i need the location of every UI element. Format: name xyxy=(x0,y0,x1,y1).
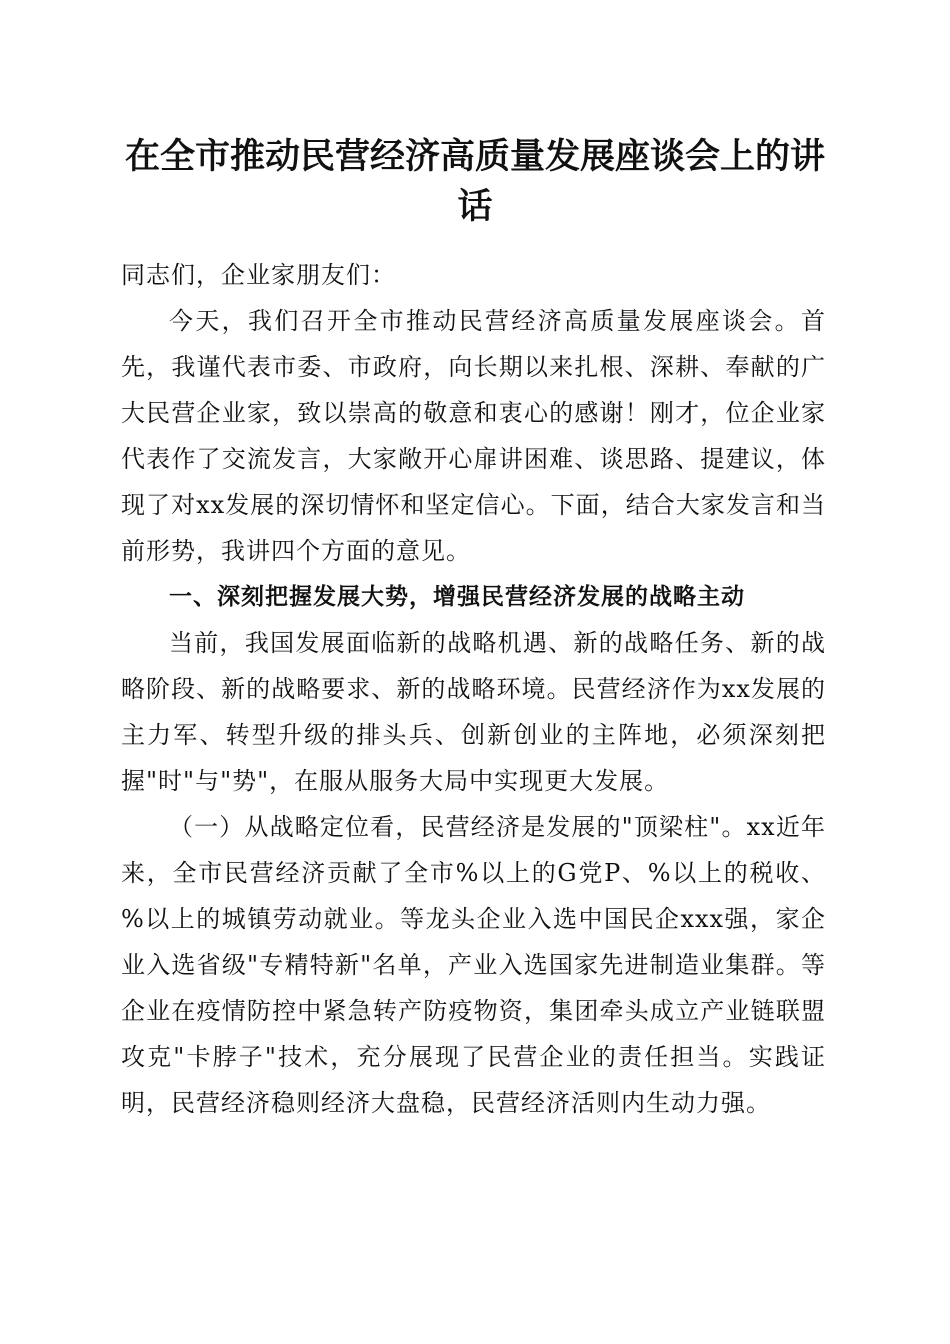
section-1-paragraph-1: 当前，我国发展面临新的战略机遇、新的战略任务、新的战略阶段、新的战略要求、新的战略环境。民营经济作为xx发展的主力军、转型升级的排头兵、创新创业的主阵地，必须深刻把握"时"与"势"，在服从服务大局中实现更大发展。 xyxy=(121,629,826,795)
document-body xyxy=(121,252,826,1126)
intro-paragraph: 今天，我们召开全市推动民营经济高质量发展座谈会。首先，我谨代表市委、市政府，向长期以来扎根、深耕、奉献的广大民营企业家，致以崇高的敬意和衷心的感谢！刚才，位企业家代表作了交流发言，大家敞开心扉讲困难、谈思路、提建议，体现了对xx发展的深切情怀和坚定信心。下面，结合大家发言和当前形势，我讲四个方面的意见。 xyxy=(121,307,826,565)
salutation: 同志们，企业家朋友们： xyxy=(121,261,396,289)
section-1-paragraph-2: （一）从战略定位看，民营经济是发展的"顶梁柱"。xx近年来，全市民营经济贡献了全市%以上的G党P、%以上的税收、%以上的城镇劳动就业。等龙头企业入选中国民企xxx强，家企业入选省级"专精特新"名单，产业入选国家先进制造业集群。等企业在疫情防控中紧急转产防疫物资，集团牵头成立产业链联盟攻克"卡脖子"技术，充分展现了民营企业的责任担当。实践证明，民营经济稳则经济大盘稳，民营经济活则内生动力强。 xyxy=(121,813,826,1117)
document-title: 在全市推动民营经济高质量发展座谈会上的讲话 xyxy=(124,136,825,227)
section-heading-1: 一、深刻把握发展大势，增强民营经济发展的战略主动 xyxy=(169,584,745,610)
